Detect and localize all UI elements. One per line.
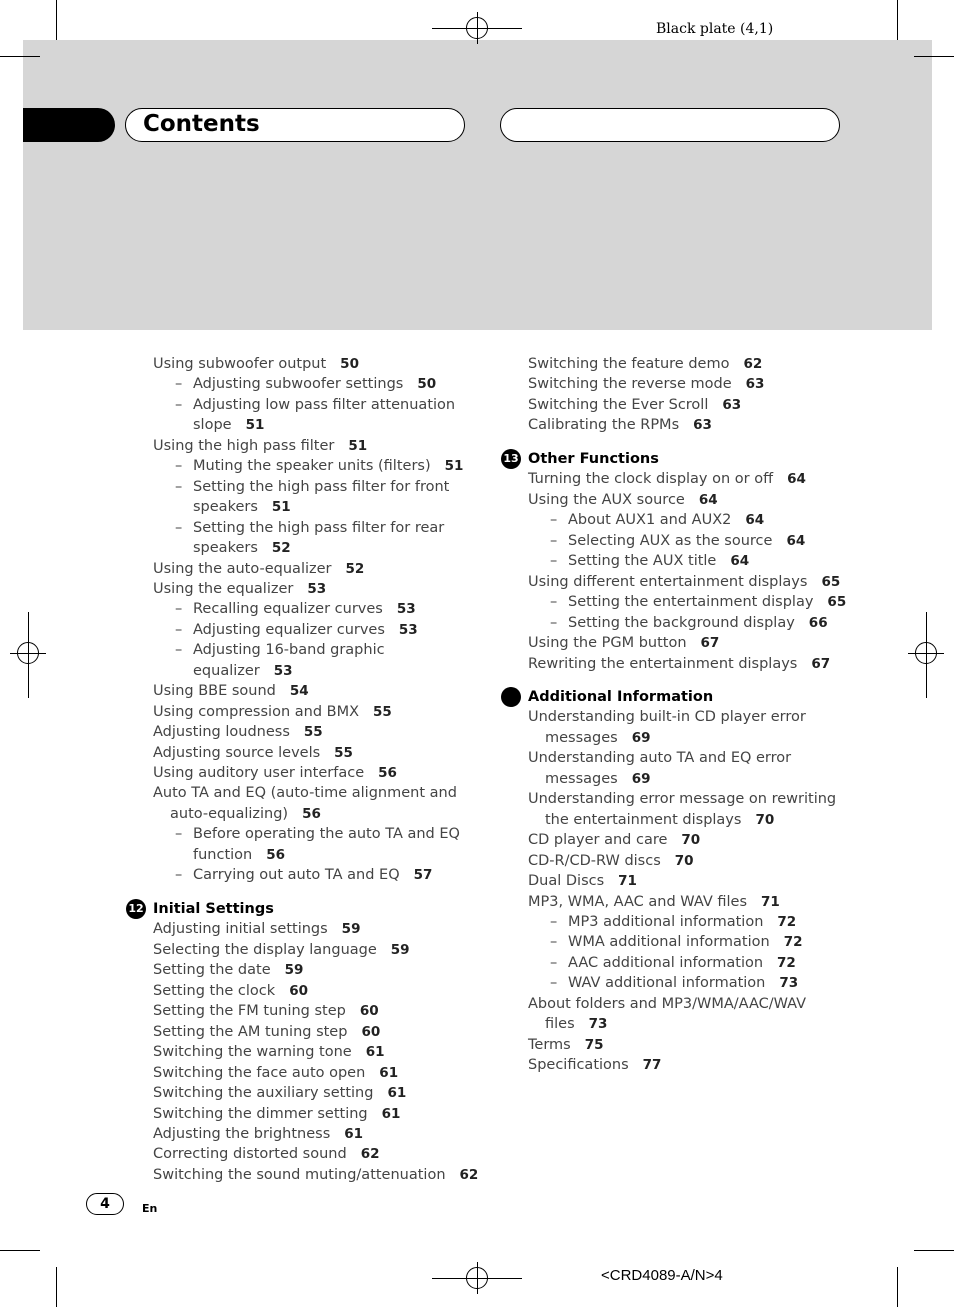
toc-entry — [528, 633, 719, 653]
toc-entry — [153, 722, 323, 742]
toc-entry — [153, 436, 367, 456]
toc-entry — [153, 1042, 385, 1062]
dash-marker: – — [550, 934, 558, 951]
registration-mark — [466, 1267, 488, 1289]
toc-entry-text: slope — [193, 417, 232, 434]
toc-entry — [153, 960, 303, 980]
toc-subentry — [175, 477, 449, 497]
toc-entry-text: Adjusting the brightness — [153, 1125, 331, 1142]
toc-entry — [153, 1144, 380, 1164]
toc-page-number: 65 — [827, 594, 847, 611]
toc-page-number: 61 — [344, 1125, 364, 1142]
toc-subentry — [550, 531, 805, 551]
dash-marker: – — [175, 458, 183, 475]
toc-entry — [170, 804, 321, 824]
title-box — [125, 108, 465, 142]
toc-entry — [528, 994, 806, 1014]
toc-entry-text: Setting the date — [153, 962, 271, 979]
blank-title-box — [500, 108, 840, 142]
header-band — [23, 40, 932, 330]
toc-subentry — [175, 599, 416, 619]
toc-page-number: 69 — [631, 770, 651, 787]
toc-page-number: 73 — [588, 1016, 608, 1033]
toc-entry-text: WAV additional information — [568, 975, 766, 992]
toc-page-number: 52 — [345, 560, 365, 577]
crop-mark — [0, 56, 40, 57]
toc-entry-text: CD-R/CD-RW discs — [528, 852, 661, 869]
toc-subentry — [193, 415, 264, 435]
toc-entry-text: Terms — [528, 1036, 571, 1053]
toc-entry — [528, 871, 637, 891]
toc-subentry — [175, 640, 385, 660]
toc-entry — [153, 579, 326, 599]
toc-entry — [528, 892, 780, 912]
toc-entry — [545, 1014, 607, 1034]
toc-entry-text: Adjusting low pass filter attenuation — [193, 396, 456, 413]
toc-entry — [153, 354, 359, 374]
dash-marker: – — [175, 396, 183, 413]
toc-page-number: 54 — [289, 683, 309, 700]
toc-entry-text: Muting the speaker units (filters) — [193, 458, 431, 475]
toc-entry-text: Switching the auxiliary setting — [153, 1085, 374, 1102]
toc-entry-text: Using BBE sound — [153, 683, 276, 700]
section-heading: Other Functions — [528, 451, 659, 467]
toc-entry — [153, 1104, 400, 1124]
toc-subentry — [550, 592, 846, 612]
toc-entry — [153, 1083, 406, 1103]
toc-entry-text: Using different entertainment displays — [528, 573, 808, 590]
dash-marker: – — [550, 512, 558, 529]
toc-entry-text: speakers — [193, 540, 258, 557]
toc-entry-text: Turning the clock display on or off — [528, 471, 774, 488]
toc-subentry — [175, 865, 432, 885]
toc-entry-text: Setting the AM tuning step — [153, 1023, 348, 1040]
crop-mark — [914, 56, 954, 57]
section-tab — [23, 108, 115, 142]
toc-entry-text: Dual Discs — [528, 873, 605, 890]
toc-entry-text: About AUX1 and AUX2 — [568, 512, 732, 529]
toc-page-number: 60 — [361, 1023, 381, 1040]
toc-page-number: 62 — [360, 1146, 380, 1163]
toc-subentry — [175, 456, 463, 476]
toc-subentry — [175, 374, 436, 394]
dash-marker: – — [550, 532, 558, 549]
toc-entry — [528, 395, 741, 415]
toc-entry — [528, 748, 791, 768]
toc-entry — [153, 1001, 379, 1021]
toc-page-number: 57 — [413, 867, 433, 884]
toc-page-number: 63 — [693, 417, 712, 434]
dash-marker: – — [175, 642, 183, 659]
toc-page-number: 51 — [444, 458, 464, 475]
toc-page-number: 61 — [381, 1105, 401, 1122]
toc-page-number: 67 — [811, 655, 831, 672]
toc-page-number: 70 — [755, 811, 775, 828]
toc-page-number: 61 — [387, 1085, 407, 1102]
toc-page-number: 53 — [273, 662, 293, 679]
toc-page-number: 64 — [786, 532, 806, 549]
dash-marker: – — [550, 975, 558, 992]
toc-page-number: 62 — [743, 356, 763, 372]
toc-entry — [545, 810, 774, 830]
toc-entry — [153, 1063, 398, 1083]
section-number-badge: 13 — [501, 449, 521, 469]
toc-entry — [153, 763, 397, 783]
dash-marker: – — [175, 601, 183, 618]
toc-entry-text: Auto TA and EQ (auto-time alignment and — [153, 785, 457, 802]
toc-page-number: 72 — [777, 913, 797, 930]
toc-entry-text: Setting the FM tuning step — [153, 1003, 346, 1020]
dash-marker: – — [175, 519, 183, 536]
toc-entry — [153, 743, 353, 763]
toc-entry — [153, 702, 392, 722]
toc-entry-text: Correcting distorted sound — [153, 1146, 347, 1163]
toc-entry-text: About folders and MP3/WMA/AAC/WAV — [528, 995, 807, 1012]
toc-entry-text: CD player and care — [528, 832, 668, 849]
toc-entry-text: Setting the AUX title — [568, 553, 717, 570]
toc-page-number: 61 — [365, 1044, 385, 1061]
toc-page-number: 61 — [379, 1064, 399, 1081]
toc-page-number: 77 — [642, 1057, 662, 1074]
toc-entry-text: MP3, WMA, AAC and WAV files — [528, 893, 747, 910]
toc-page-number: 53 — [396, 601, 416, 618]
toc-subentry — [175, 824, 460, 844]
toc-page-number: 59 — [341, 921, 361, 938]
toc-entry-text: auto-equalizing) — [170, 805, 289, 822]
toc-page-number: 50 — [417, 376, 437, 393]
toc-entry-text: Setting the high pass filter for rear — [193, 519, 445, 536]
toc-entry-text: speakers — [193, 499, 258, 516]
toc-entry-text: messages — [545, 770, 618, 787]
crop-mark — [0, 1250, 40, 1251]
toc-entry-text: Setting the background display — [568, 614, 795, 631]
toc-entry-text: Rewriting the entertainment displays — [528, 655, 798, 672]
toc-entry — [528, 1035, 604, 1055]
toc-page-number: 56 — [378, 765, 397, 781]
toc-entry-text: AAC additional information — [568, 954, 764, 971]
toc-page-number: 55 — [334, 744, 353, 761]
dash-marker: – — [175, 376, 183, 393]
toc-entry-text: Understanding error message on rewriting — [528, 791, 837, 808]
toc-entry-text: Setting the clock — [153, 982, 276, 999]
toc-entry-text: Recalling equalizer curves — [193, 601, 383, 618]
toc-page-number: 72 — [777, 954, 796, 971]
toc-page-number: 63 — [745, 376, 765, 393]
registration-mark — [915, 642, 937, 664]
toc-entry-text: Before operating the auto TA and EQ — [193, 826, 460, 843]
toc-entry — [528, 830, 700, 850]
toc-entry — [528, 789, 836, 809]
toc-subentry — [175, 620, 418, 640]
toc-entry — [528, 707, 806, 727]
toc-entry — [153, 681, 309, 701]
toc-entry-text: Switching the dimmer setting — [153, 1105, 368, 1122]
toc-entry — [528, 490, 718, 510]
toc-entry — [528, 572, 840, 592]
toc-page-number: 56 — [266, 846, 286, 863]
crop-mark — [897, 0, 898, 40]
toc-page-number: 55 — [303, 724, 323, 741]
plate-label: Black plate (4,1) — [656, 21, 774, 37]
section-number-badge — [501, 687, 521, 707]
toc-page-number: 50 — [340, 356, 359, 372]
document-code: <CRD4089-A/N>4 — [601, 1267, 723, 1284]
toc-entry-text: Selecting the display language — [153, 941, 377, 958]
crop-mark — [56, 1267, 57, 1307]
toc-entry-text: Switching the reverse mode — [528, 376, 732, 393]
dash-marker: – — [175, 867, 183, 884]
toc-entry-text: Adjusting 16-band graphic — [193, 642, 385, 659]
toc-entry-text: Switching the face auto open — [153, 1064, 366, 1081]
crop-mark — [56, 0, 57, 40]
toc-entry — [528, 374, 764, 394]
toc-entry — [153, 783, 457, 803]
toc-entry — [153, 559, 364, 579]
toc-entry — [153, 981, 308, 1001]
toc-entry-text: Selecting AUX as the source — [568, 532, 773, 549]
toc-page-number: 75 — [584, 1036, 604, 1053]
dash-marker: – — [550, 614, 558, 631]
toc-entry — [153, 1022, 380, 1042]
crop-mark — [897, 1267, 898, 1307]
toc-page-number: 60 — [289, 982, 308, 999]
toc-subentry — [550, 953, 796, 973]
toc-entry-text: equalizer — [193, 662, 260, 679]
toc-entry-text: Setting the entertainment display — [568, 594, 814, 611]
toc-entry-text: Using the auto-equalizer — [153, 560, 332, 577]
toc-entry-text: Specifications — [528, 1057, 629, 1074]
toc-subentry — [550, 973, 798, 993]
toc-subentry — [175, 518, 444, 538]
toc-entry-text: Adjusting source levels — [153, 744, 321, 761]
toc-entry-text: Using auditory user interface — [153, 765, 365, 781]
toc-page-number: 72 — [783, 934, 803, 951]
toc-page-number: 70 — [674, 852, 694, 869]
toc-page-number: 71 — [761, 893, 780, 910]
toc-page-number: 62 — [459, 1166, 479, 1183]
toc-entry-text: Switching the sound muting/attenuation — [153, 1166, 446, 1183]
toc-page-number: 59 — [284, 962, 304, 979]
toc-subentry — [550, 932, 802, 952]
toc-entry — [153, 919, 360, 939]
toc-page-number: 51 — [271, 499, 291, 516]
registration-mark — [466, 17, 488, 39]
section-heading: Additional Information — [528, 689, 714, 705]
toc-page-number: 64 — [730, 553, 750, 570]
toc-page-number: 53 — [398, 621, 418, 638]
toc-entry-text: Understanding auto TA and EQ error — [528, 750, 792, 767]
toc-entry-text: Using the high pass filter — [153, 437, 335, 454]
toc-page-number: 66 — [808, 614, 828, 631]
page-number: 4 — [86, 1193, 124, 1215]
toc-entry — [528, 469, 806, 489]
section-number-badge: 12 — [126, 899, 146, 919]
toc-entry — [528, 415, 712, 435]
toc-entry — [528, 354, 762, 374]
dash-marker: – — [175, 621, 183, 638]
toc-page-number: 56 — [302, 805, 321, 822]
toc-page-number: 71 — [618, 873, 637, 890]
toc-page-number: 69 — [631, 729, 651, 746]
section-heading: Initial Settings — [153, 901, 274, 917]
dash-marker: – — [550, 954, 558, 971]
toc-page-number: 60 — [359, 1003, 379, 1020]
toc-entry-text: Using the AUX source — [528, 491, 685, 508]
toc-entry-text: Switching the feature demo — [528, 356, 730, 372]
toc-subentry — [193, 538, 291, 558]
toc-entry-text: Adjusting loudness — [153, 724, 290, 741]
toc-entry-text: Switching the warning tone — [153, 1044, 352, 1061]
toc-page-number: 64 — [698, 491, 718, 508]
toc-entry-text: Adjusting initial settings — [153, 921, 328, 938]
dash-marker: – — [550, 594, 558, 611]
toc-page-number: 52 — [271, 540, 291, 557]
page-title: Contents — [143, 111, 260, 137]
toc-entry-text: function — [193, 846, 253, 863]
toc-page-number: 53 — [307, 580, 327, 597]
toc-entry-text: Using the equalizer — [153, 580, 294, 597]
language-label: En — [142, 1202, 158, 1215]
toc-entry-text: Switching the Ever Scroll — [528, 396, 709, 413]
toc-entry-text: files — [545, 1016, 575, 1033]
toc-page-number: 51 — [348, 437, 368, 454]
toc-subentry — [550, 613, 828, 633]
toc-page-number: 59 — [390, 941, 410, 958]
registration-mark — [17, 642, 39, 664]
toc-page-number: 55 — [373, 703, 392, 720]
toc-entry-text: Calibrating the RPMs — [528, 417, 680, 434]
toc-entry-text: messages — [545, 729, 618, 746]
toc-subentry — [550, 551, 749, 571]
toc-entry-text: Carrying out auto TA and EQ — [193, 867, 400, 884]
toc-entry-text: Using subwoofer output — [153, 356, 327, 372]
dash-marker: – — [550, 913, 558, 930]
toc-entry-text: Understanding built-in CD player error — [528, 709, 806, 726]
toc-subentry — [175, 395, 455, 415]
toc-entry — [528, 851, 694, 871]
toc-subentry — [550, 912, 796, 932]
toc-subentry — [193, 497, 291, 517]
toc-entry-text: Setting the high pass filter for front — [193, 478, 450, 495]
toc-entry-text: MP3 additional information — [568, 913, 764, 930]
toc-page-number: 64 — [745, 512, 765, 529]
crop-mark — [914, 1250, 954, 1251]
toc-page-number: 65 — [821, 573, 841, 590]
toc-subentry — [550, 510, 764, 530]
dash-marker: – — [550, 553, 558, 570]
toc-entry-text: Adjusting subwoofer settings — [193, 376, 404, 393]
toc-entry — [545, 728, 651, 748]
toc-entry-text: the entertainment displays — [545, 811, 742, 828]
dash-marker: – — [175, 826, 183, 843]
toc-entry-text: WMA additional information — [568, 934, 770, 951]
toc-page-number: 63 — [722, 396, 742, 413]
toc-page-number: 70 — [681, 832, 701, 849]
toc-entry-text: Using the PGM button — [528, 635, 687, 652]
toc-entry — [545, 769, 651, 789]
toc-page-number: 67 — [700, 635, 720, 652]
toc-entry — [153, 940, 410, 960]
toc-page-number: 64 — [787, 471, 806, 488]
toc-subentry — [193, 661, 293, 681]
dash-marker: – — [175, 478, 183, 495]
toc-entry — [528, 654, 830, 674]
toc-page-number: 73 — [779, 975, 799, 992]
toc-entry — [528, 1055, 661, 1075]
toc-entry — [153, 1124, 363, 1144]
toc-entry-text: Adjusting equalizer curves — [193, 621, 385, 638]
toc-subentry — [193, 845, 285, 865]
toc-page-number: 51 — [245, 417, 265, 434]
toc-entry-text: Using compression and BMX — [153, 703, 360, 720]
toc-entry — [153, 1165, 478, 1185]
